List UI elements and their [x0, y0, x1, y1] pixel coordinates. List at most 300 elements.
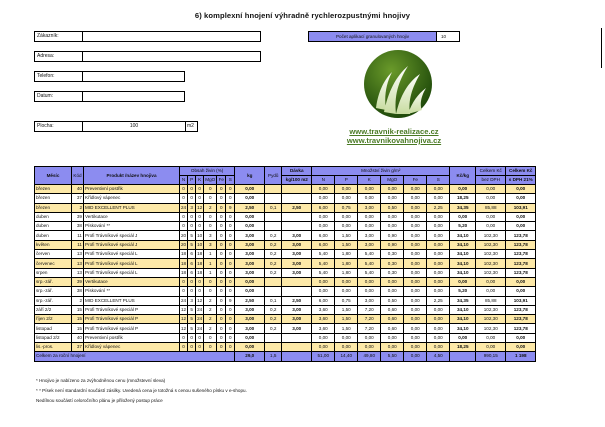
cell-nutrient-pct: 0 — [217, 315, 226, 324]
cell-nutrient-pct: 5 — [188, 240, 196, 249]
header-kg: kg — [235, 167, 265, 185]
cell-product: MID EXCELLENT PLUS — [84, 296, 180, 305]
link-travnikovahnojiva[interactable]: www.travnikovahnojiva.cz — [346, 136, 442, 145]
cell-nutrient-gm2: 0,00 — [312, 212, 335, 221]
cell-nutrient-pct: 0 — [196, 194, 204, 203]
cell-nutrient-gm2: 6,00 — [312, 240, 335, 249]
header-product: Produkt /název hnojiva — [84, 167, 180, 185]
cell-total-ex: 102,30 — [476, 240, 506, 249]
cell-total-ex: 85,88 — [476, 203, 506, 212]
cell-nutrient-pct: 0 — [226, 231, 235, 240]
cell-nutrient-gm2: 0,60 — [381, 315, 404, 324]
cell-nutrient-gm2: 0,00 — [427, 185, 450, 194]
cell-nutrient-gm2: 3,60 — [312, 324, 335, 333]
cell-total-ex: 102,30 — [476, 259, 506, 268]
cell-kg: 2,50 — [235, 203, 265, 212]
cell-nutrient-gm2: 0,00 — [404, 296, 427, 305]
cell-month: srp.-zář. — [35, 277, 72, 286]
cell-nutrient-pct: 0 — [204, 185, 217, 194]
sub-s-g: S — [427, 176, 450, 185]
cell-nutrient-pct: 0 — [217, 324, 226, 333]
table-row — [35, 324, 536, 333]
cell-nutrient-gm2: 2,25 — [427, 203, 450, 212]
cell-total-inc: 0,00 — [506, 194, 536, 203]
total-nutrient-gm2: 49,80 — [358, 352, 381, 361]
cell-pydu: 0,2 — [265, 231, 282, 240]
cell-total-inc: 123,78 — [506, 259, 536, 268]
cell-kc-kg: 34,10 — [450, 268, 476, 277]
cell-nutrient-pct: 0 — [226, 315, 235, 324]
cell-pydu — [265, 212, 282, 221]
cell-total-inc: 123,78 — [506, 305, 536, 314]
cell-kc-kg: 34,10 — [450, 231, 476, 240]
cell-nutrient-pct: 3 — [188, 296, 196, 305]
date-input[interactable] — [83, 92, 184, 101]
cell-nutrient-pct: 0 — [188, 333, 196, 342]
cell-nutrient-gm2: 0,00 — [335, 222, 358, 231]
table-row — [35, 185, 536, 194]
cell-nutrient-pct: 1 — [204, 259, 217, 268]
cell-month: srp.-zář. — [35, 287, 72, 296]
cell-total-inc: 123,78 — [506, 315, 536, 324]
cell-nutrient-pct: 5 — [188, 315, 196, 324]
cell-code: 39 — [72, 277, 84, 286]
cell-kg: 0,00 — [235, 194, 265, 203]
cell-nutrient-pct: 0 — [226, 277, 235, 286]
cell-nutrient-gm2: 1,80 — [335, 268, 358, 277]
cell-month: lis.-pros. — [35, 343, 72, 352]
cell-nutrient-pct: 24 — [180, 296, 188, 305]
cell-total-inc: 0,00 — [506, 222, 536, 231]
cell-nutrient-gm2: 0,00 — [427, 212, 450, 221]
customer-input[interactable] — [83, 32, 260, 41]
total-kg: 29,0 — [235, 352, 265, 361]
customer-field[interactable] — [34, 31, 261, 42]
cell-nutrient-gm2: 0,00 — [427, 315, 450, 324]
cell-kg: 0,00 — [235, 185, 265, 194]
phone-field[interactable] — [34, 71, 185, 82]
total-inc: 1 198 — [506, 352, 536, 361]
cell-nutrient-pct: 24 — [180, 203, 188, 212]
cell-code: 2 — [72, 296, 84, 305]
cell-nutrient-gm2: 7,20 — [358, 305, 381, 314]
table-row — [35, 212, 536, 221]
total-nutrient-gm2: 14,40 — [335, 352, 358, 361]
cell-nutrient-gm2: 3,60 — [312, 305, 335, 314]
cell-code: 15 — [72, 305, 84, 314]
cell-code: 37 — [72, 194, 84, 203]
cell-nutrient-gm2: 0,00 — [335, 287, 358, 296]
cell-nutrient-pct: 0 — [226, 212, 235, 221]
address-input[interactable] — [83, 52, 260, 61]
cell-nutrient-pct: 0 — [196, 287, 204, 296]
cell-nutrient-gm2: 1,50 — [335, 315, 358, 324]
cell-total-inc: 0,00 — [506, 212, 536, 221]
cell-nutrient-pct: 18 — [196, 259, 204, 268]
cell-product: Vertikutace — [84, 277, 180, 286]
table-row — [35, 287, 536, 296]
cell-nutrient-pct: 1 — [204, 268, 217, 277]
cell-nutrient-gm2: 0,50 — [381, 296, 404, 305]
cell-nutrient-pct: 0 — [226, 259, 235, 268]
date-label: Datum: — [35, 92, 83, 101]
cell-kg: 0,00 — [235, 222, 265, 231]
cell-total-inc: 103,91 — [506, 203, 536, 212]
phone-label: Telefon: — [35, 72, 83, 81]
cell-nutrient-gm2: 0,00 — [381, 333, 404, 342]
cell-nutrient-pct: 6 — [188, 259, 196, 268]
cell-month: březen — [35, 194, 72, 203]
cell-nutrient-pct: 0 — [180, 185, 188, 194]
cell-nutrient-gm2: 0,90 — [381, 231, 404, 240]
cell-nutrient-pct: 0 — [204, 287, 217, 296]
cell-dose: 3,00 — [282, 231, 312, 240]
applications-count — [308, 31, 460, 42]
cell-dose — [282, 343, 312, 352]
cell-nutrient-pct: 24 — [196, 305, 204, 314]
cell-nutrient-gm2: 0,00 — [312, 333, 335, 342]
cell-dose — [282, 277, 312, 286]
cell-total-ex: 102,30 — [476, 250, 506, 259]
cell-nutrient-gm2: 0,00 — [404, 305, 427, 314]
cell-nutrient-gm2: 5,40 — [312, 259, 335, 268]
cell-code: 39 — [72, 212, 84, 221]
cell-dose — [282, 222, 312, 231]
cell-code: 37 — [72, 343, 84, 352]
cell-nutrient-gm2: 0,00 — [427, 287, 450, 296]
cell-nutrient-gm2: 7,20 — [358, 324, 381, 333]
area-unit: m2 — [185, 122, 197, 131]
cell-kc-kg: 0,00 — [450, 277, 476, 286]
cell-nutrient-gm2: 0,00 — [427, 305, 450, 314]
cell-code: 38 — [72, 287, 84, 296]
cell-nutrient-pct: 0 — [196, 222, 204, 231]
table-row — [35, 240, 536, 249]
cell-month: srp.-zář. — [35, 296, 72, 305]
cell-nutrient-gm2: 0,00 — [312, 222, 335, 231]
total-nutrient-gm2: 51,00 — [312, 352, 335, 361]
cell-nutrient-pct: 2 — [204, 315, 217, 324]
cell-nutrient-pct: 18 — [196, 268, 204, 277]
cell-nutrient-pct: 0 — [180, 287, 188, 296]
cell-dose: 3,00 — [282, 315, 312, 324]
cell-nutrient-gm2: 2,25 — [427, 296, 450, 305]
total-nutrient-gm2: 4,50 — [427, 352, 450, 361]
cell-total-ex: 102,30 — [476, 315, 506, 324]
cell-nutrient-pct: 0 — [217, 194, 226, 203]
cell-nutrient-pct: 0 — [217, 212, 226, 221]
sub-mgo-pct: MgO — [204, 176, 217, 185]
cell-nutrient-pct: 0 — [226, 324, 235, 333]
cell-kg: 0,00 — [235, 333, 265, 342]
cell-total-inc: 0,00 — [506, 287, 536, 296]
cell-nutrient-pct: 0 — [196, 343, 204, 352]
cell-month: duben — [35, 212, 72, 221]
cell-nutrient-gm2: 0,00 — [404, 287, 427, 296]
cell-month: listopad 2/2 — [35, 333, 72, 342]
cell-product: Preventivní postřik — [84, 185, 180, 194]
cell-nutrient-pct: 12 — [196, 296, 204, 305]
cell-kc-kg: 34,10 — [450, 250, 476, 259]
header-total-ex: Celkem Kč — [476, 167, 506, 176]
cell-product: Pískování ** — [84, 287, 180, 296]
cell-nutrient-gm2: 0,00 — [358, 343, 381, 352]
cell-nutrient-pct: 0 — [180, 333, 188, 342]
cell-nutrient-pct: 0 — [226, 268, 235, 277]
cell-nutrient-gm2: 6,00 — [312, 296, 335, 305]
cell-kg: 3,00 — [235, 315, 265, 324]
cell-product: Křídlový vápenec — [84, 194, 180, 203]
cell-nutrient-gm2: 3,00 — [358, 296, 381, 305]
cell-nutrient-pct: 5 — [188, 324, 196, 333]
cell-nutrient-gm2: 0,60 — [381, 305, 404, 314]
cell-nutrient-gm2: 0,00 — [404, 333, 427, 342]
cell-nutrient-pct: 0 — [204, 333, 217, 342]
cell-dose: 3,00 — [282, 240, 312, 249]
header-total-ex-sub: bez DPH — [476, 176, 506, 185]
cell-nutrient-pct: 12 — [196, 203, 204, 212]
cell-month: duben — [35, 231, 72, 240]
date-field[interactable] — [34, 91, 185, 102]
cell-nutrient-pct: 0 — [217, 333, 226, 342]
cell-month: březen — [35, 203, 72, 212]
cell-nutrient-gm2: 0,00 — [381, 185, 404, 194]
cell-dose — [282, 287, 312, 296]
table-row — [35, 343, 536, 352]
cell-nutrient-gm2: 3,60 — [312, 315, 335, 324]
cell-nutrient-gm2: 7,20 — [358, 315, 381, 324]
applications-value[interactable]: 10 — [437, 32, 459, 41]
cell-nutrient-pct: 0 — [180, 343, 188, 352]
cell-nutrient-gm2: 0,00 — [335, 185, 358, 194]
page-edge-divider — [601, 28, 602, 68]
total-kc-kg-empty — [450, 352, 476, 361]
header-dose: Dávka — [282, 167, 312, 176]
header-nutrients-pct: Obsah živin (%) — [180, 167, 235, 176]
cell-nutrient-gm2: 0,00 — [312, 277, 335, 286]
cell-nutrient-pct: 0 — [188, 277, 196, 286]
cell-pydu: 0,1 — [265, 296, 282, 305]
cell-nutrient-pct: 0 — [217, 287, 226, 296]
table-row — [35, 305, 536, 314]
cell-kc-kg: 0,00 — [450, 212, 476, 221]
cell-nutrient-gm2: 0,00 — [427, 259, 450, 268]
cell-total-inc: 0,00 — [506, 185, 536, 194]
cell-nutrient-gm2: 5,40 — [358, 259, 381, 268]
cell-nutrient-pct: 0 — [180, 277, 188, 286]
cell-nutrient-pct: 0 — [217, 203, 226, 212]
area-field[interactable] — [34, 121, 198, 132]
cell-month: srpen — [35, 268, 72, 277]
cell-nutrient-pct: 0 — [217, 231, 226, 240]
cell-nutrient-gm2: 0,00 — [335, 212, 358, 221]
table-row — [35, 315, 536, 324]
cell-nutrient-gm2: 0,00 — [381, 222, 404, 231]
cell-nutrient-gm2: 0,00 — [358, 287, 381, 296]
cell-nutrient-gm2: 0,00 — [335, 194, 358, 203]
cell-nutrient-gm2: 0,00 — [358, 277, 381, 286]
sub-fe-g: Fe — [404, 176, 427, 185]
cell-nutrient-gm2: 0,00 — [381, 194, 404, 203]
cell-pydu — [265, 185, 282, 194]
cell-nutrient-pct: 0 — [188, 343, 196, 352]
cell-nutrient-gm2: 0,00 — [381, 212, 404, 221]
cell-kc-kg: 34,35 — [450, 296, 476, 305]
cell-nutrient-pct: 0 — [226, 185, 235, 194]
cell-total-ex: 85,88 — [476, 296, 506, 305]
cell-nutrient-gm2: 3,00 — [358, 231, 381, 240]
cell-nutrient-gm2: 0,75 — [335, 296, 358, 305]
cell-nutrient-gm2: 0,00 — [427, 333, 450, 342]
cell-nutrient-gm2: 1,80 — [335, 250, 358, 259]
cell-nutrient-pct: 0 — [188, 222, 196, 231]
cell-pydu — [265, 287, 282, 296]
cell-total-ex: 0,00 — [476, 333, 506, 342]
cell-nutrient-gm2: 0,00 — [404, 185, 427, 194]
cell-total-ex: 0,00 — [476, 343, 506, 352]
cell-product: Preventivní postřik — [84, 333, 180, 342]
cell-total-inc: 123,78 — [506, 268, 536, 277]
cell-nutrient-gm2: 0,00 — [427, 231, 450, 240]
cell-nutrient-gm2: 0,00 — [427, 343, 450, 352]
cell-pydu — [265, 277, 282, 286]
cell-nutrient-pct: 18 — [180, 268, 188, 277]
cell-nutrient-gm2: 0,75 — [335, 203, 358, 212]
cell-nutrient-pct: 0 — [226, 194, 235, 203]
cell-dose: 3,00 — [282, 250, 312, 259]
table-row — [35, 259, 536, 268]
cell-pydu — [265, 222, 282, 231]
cell-kg: 3,00 — [235, 231, 265, 240]
cell-nutrient-gm2: 0,00 — [358, 222, 381, 231]
cell-total-ex: 102,30 — [476, 305, 506, 314]
cell-nutrient-pct: 10 — [196, 240, 204, 249]
link-travnik-realizace[interactable]: www.travnik-realizace.cz — [349, 127, 439, 136]
cell-nutrient-pct: 0 — [180, 212, 188, 221]
cell-nutrient-gm2: 0,00 — [404, 250, 427, 259]
cell-total-inc: 103,91 — [506, 296, 536, 305]
cell-nutrient-pct: 0 — [217, 305, 226, 314]
cell-total-ex: 0,00 — [476, 212, 506, 221]
cell-nutrient-gm2: 0,00 — [404, 268, 427, 277]
cell-pydu: 0,2 — [265, 315, 282, 324]
cell-nutrient-pct: 0 — [226, 333, 235, 342]
cell-total-inc: 123,78 — [506, 231, 536, 240]
cell-nutrient-gm2: 0,60 — [381, 324, 404, 333]
cell-nutrient-gm2: 1,50 — [335, 305, 358, 314]
cell-month: říjen 2/2 — [35, 315, 72, 324]
cell-code: 11 — [72, 240, 84, 249]
cell-nutrient-gm2: 0,00 — [358, 333, 381, 342]
cell-product: Křídlový vápenec — [84, 343, 180, 352]
cell-total-inc: 123,78 — [506, 240, 536, 249]
cell-kc-kg: 34,35 — [450, 203, 476, 212]
cell-nutrient-gm2: 0,00 — [427, 277, 450, 286]
cell-kc-kg: 18,25 — [450, 194, 476, 203]
cell-total-inc: 0,00 — [506, 343, 536, 352]
cell-nutrient-gm2: 0,00 — [404, 212, 427, 221]
note-discount: * Hnojivo je nabízeno za zvýhodněnou cenu (množstevní sleva) — [36, 378, 166, 383]
cell-pydu: 0,2 — [265, 324, 282, 333]
cell-nutrient-pct: 18 — [180, 250, 188, 259]
cell-nutrient-gm2: 0,00 — [427, 240, 450, 249]
cell-nutrient-pct: 0 — [217, 268, 226, 277]
cell-nutrient-pct: 0 — [188, 287, 196, 296]
cell-code: 13 — [72, 250, 84, 259]
cell-kc-kg: 34,10 — [450, 305, 476, 314]
cell-month: září 2/2 — [35, 305, 72, 314]
cell-nutrient-gm2: 0,00 — [404, 240, 427, 249]
cell-total-ex: 0,00 — [476, 222, 506, 231]
area-input[interactable]: 100 — [129, 123, 139, 129]
cell-nutrient-pct: 0 — [226, 305, 235, 314]
cell-kg: 0,00 — [235, 277, 265, 286]
phone-input[interactable] — [83, 72, 184, 81]
cell-nutrient-gm2: 0,00 — [312, 194, 335, 203]
table-row — [35, 268, 536, 277]
cell-kc-kg: 0,00 — [450, 333, 476, 342]
cell-product: Pískování ** — [84, 222, 180, 231]
cell-total-ex: 102,30 — [476, 268, 506, 277]
cell-nutrient-gm2: 0,00 — [404, 315, 427, 324]
cell-nutrient-gm2: 0,00 — [358, 185, 381, 194]
cell-kc-kg: 0,00 — [450, 185, 476, 194]
cell-nutrient-pct: 0 — [226, 250, 235, 259]
cell-nutrient-pct: 5 — [188, 305, 196, 314]
cell-nutrient-pct: 0 — [196, 185, 204, 194]
cell-dose — [282, 194, 312, 203]
address-field[interactable] — [34, 51, 261, 62]
cell-nutrient-pct: 3 — [204, 240, 217, 249]
customer-label: Zákazník: — [35, 32, 83, 41]
cell-dose — [282, 333, 312, 342]
cell-nutrient-gm2: 0,00 — [404, 203, 427, 212]
cell-total-inc: 123,78 — [506, 250, 536, 259]
cell-kc-kg: 34,10 — [450, 315, 476, 324]
cell-nutrient-pct: 0 — [180, 194, 188, 203]
cell-nutrient-pct: 2 — [204, 305, 217, 314]
cell-month: duben — [35, 222, 72, 231]
cell-nutrient-gm2: 0,00 — [404, 324, 427, 333]
table-row — [35, 333, 536, 342]
cell-total-ex: 0,00 — [476, 194, 506, 203]
cell-nutrient-gm2: 0,00 — [427, 194, 450, 203]
cell-total-inc: 0,00 — [506, 333, 536, 342]
cell-kg: 3,00 — [235, 259, 265, 268]
sub-k-g: K — [358, 176, 381, 185]
cell-nutrient-gm2: 0,00 — [404, 222, 427, 231]
cell-product: Profi Trávníkové speciál P — [84, 315, 180, 324]
cell-nutrient-gm2: 3,00 — [358, 240, 381, 249]
cell-nutrient-pct: 2 — [204, 324, 217, 333]
cell-product: Profi Trávníkové speciál P — [84, 324, 180, 333]
cell-nutrient-gm2: 1,80 — [335, 259, 358, 268]
cell-kg: 0,00 — [235, 287, 265, 296]
cell-kc-kg: 34,10 — [450, 324, 476, 333]
address-label: Adresa: — [35, 52, 83, 61]
cell-nutrient-pct: 0 — [204, 222, 217, 231]
cell-nutrient-pct: 6 — [188, 250, 196, 259]
cell-total-inc: 0,00 — [506, 277, 536, 286]
cell-nutrient-pct: 0 — [217, 296, 226, 305]
cell-nutrient-pct: 0 — [226, 240, 235, 249]
cell-nutrient-gm2: 0,00 — [335, 343, 358, 352]
cell-nutrient-gm2: 0,00 — [312, 185, 335, 194]
cell-nutrient-pct: 3 — [188, 203, 196, 212]
cell-dose: 3,00 — [282, 324, 312, 333]
cell-nutrient-gm2: 1,50 — [335, 240, 358, 249]
sub-mgo-g: MgO — [381, 176, 404, 185]
